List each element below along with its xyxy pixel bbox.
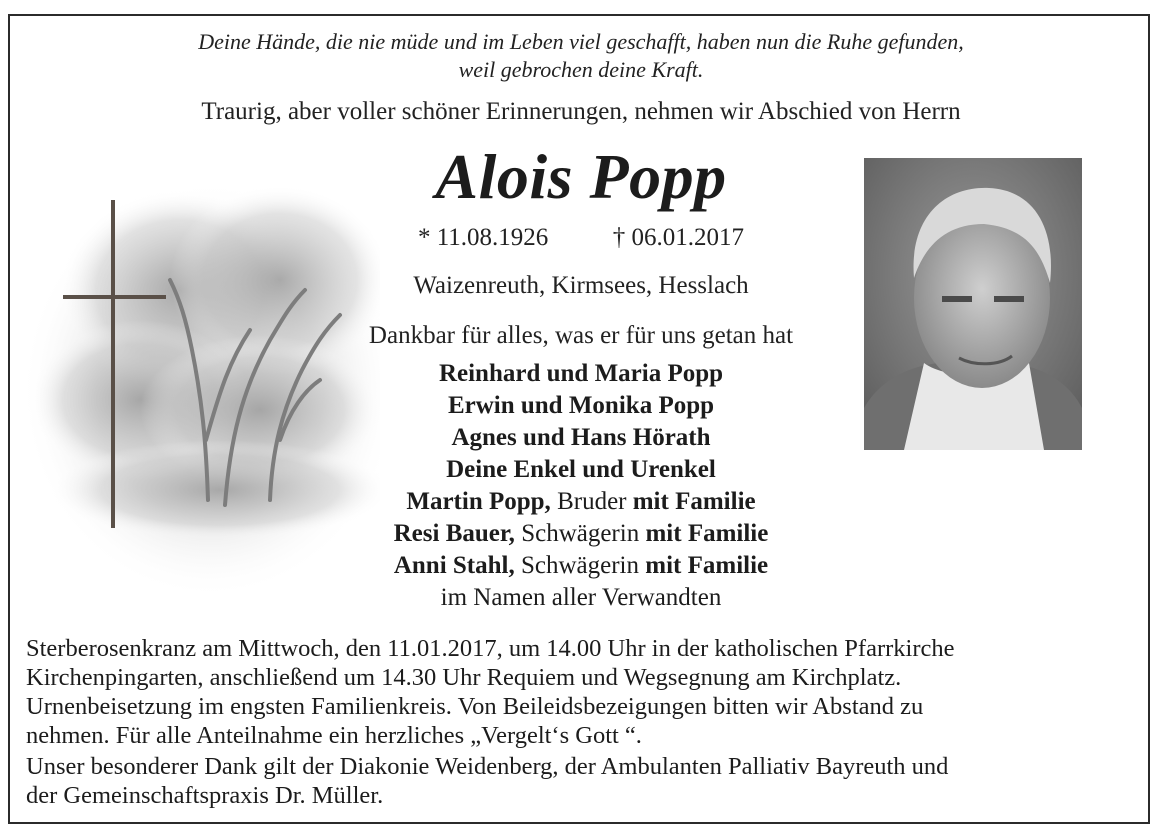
intro-text: Traurig, aber voller schöner Erinnerungen, nehmen wir Abschied von Herrn: [201, 98, 961, 125]
closing-line: Sterberosenkranz am Mittwoch, den 11.01.2017, um 14.00 Uhr in der katholischen Pfarrkirche: [26, 635, 955, 662]
mourner-row: Martin Popp, Bruder mit Familie: [406, 488, 756, 515]
closing-line: Kirchenpingarten, anschließend um 14.30 Uhr Requiem und Wegsegnung am Kirchplatz.: [26, 664, 902, 691]
portrait-photo: [864, 158, 1082, 450]
mourner-row: Erwin und Monika Popp: [447, 392, 715, 419]
mourner-row: Reinhard und Maria Popp: [438, 360, 724, 387]
places: Waizenreuth, Kirmsees, Hesslach: [413, 272, 749, 299]
relatives-line: im Namen aller Verwandten: [440, 584, 722, 611]
poem-line-1: Deine Hände, die nie müde und im Leben viel geschafft, haben nun die Ruhe gefunden,: [198, 29, 964, 54]
poem-line-2: weil gebrochen deine Kraft.: [458, 57, 704, 82]
closing-line: Urnenbeisetzung im engsten Familienkreis. Von Beileidsbezeigungen bitten wir Abstand zu: [26, 693, 924, 720]
closing-line: der Gemeinschaftspraxis Dr. Müller.: [26, 782, 384, 809]
mourner-row: Agnes und Hans Hörath: [451, 424, 711, 451]
birth-date: * 11.08.1926: [417, 224, 549, 251]
mourner-row: Anni Stahl, Schwägerin mit Familie: [393, 552, 769, 579]
closing-text: [26, 634, 1141, 810]
mourner-row: Resi Bauer, Schwägerin mit Familie: [393, 520, 769, 547]
deceased-name: Alois Popp: [435, 141, 727, 212]
closing-line: nehmen. Für alle Anteilnahme ein herzliches „Vergelt‘s Gott “.: [26, 722, 642, 749]
thanks-line: Dankbar für alles, was er für uns getan hat: [368, 322, 794, 349]
portrait-image: [864, 158, 1082, 450]
mourner-row: Deine Enkel und Urenkel: [446, 456, 716, 483]
death-date: † 06.01.2017: [612, 224, 745, 251]
closing-line: Unser besonderer Dank gilt der Diakonie Weidenberg, der Ambulanten Palliativ Bayreuth und: [26, 753, 949, 780]
